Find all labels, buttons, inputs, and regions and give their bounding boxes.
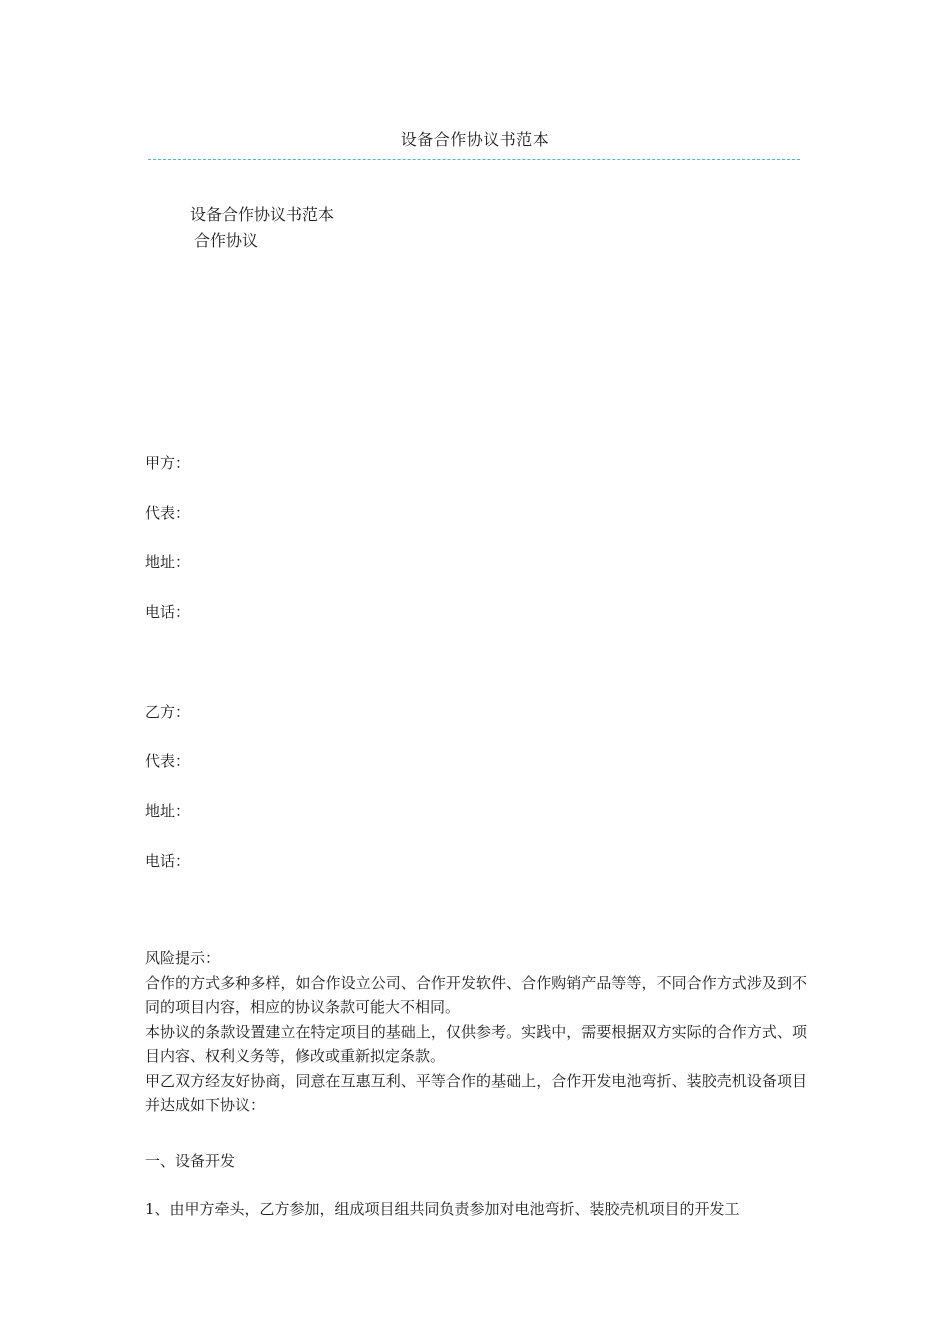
- party-b-address-label: 地址：: [145, 802, 191, 820]
- risk-paragraph-1: 合作的方式多种多样，如合作设立公司、合作开发软件、合作购销产品等等，不同合作方式涉及到不同的项目内容，相应的协议条款可能大不相同。: [145, 973, 807, 1016]
- party-a-rep-label: 代表：: [145, 504, 191, 522]
- party-b-rep-label: 代表：: [145, 752, 191, 770]
- party-a-phone-label: 电话：: [145, 603, 191, 621]
- document-subtitle: 合作协议: [194, 231, 259, 250]
- document-title: 设备合作协议书范本: [190, 205, 335, 224]
- section-heading-equipment-development: 一、设备开发: [145, 1152, 236, 1170]
- header-dashed-divider: [148, 159, 800, 160]
- party-b-name-label: 乙方：: [145, 703, 191, 721]
- party-b-phone-label: 电话：: [145, 852, 191, 870]
- agreement-preamble: 甲乙双方经友好协商，同意在互惠互利、平等合作的基础上，合作开发电池弯折、装胶壳机设备项目并达成如下协议：: [145, 1071, 807, 1114]
- risk-paragraph-2: 本协议的条款设置建立在特定项目的基础上，仅供参考。实践中，需要根据双方实际的合作方式、项目内容、权利义务等，修改或重新拟定条款。: [145, 1022, 807, 1065]
- page-header-title: 设备合作协议书范本: [400, 130, 550, 149]
- party-a-address-label: 地址：: [145, 553, 191, 571]
- party-a-name-label: 甲方：: [145, 454, 191, 472]
- risk-heading: 风险提示：: [145, 949, 221, 967]
- risk-notice-block: [145, 946, 807, 1118]
- clause-1: 1、由甲方牵头，乙方参加，组成项目组共同负责参加对电池弯折、装胶壳机项目的开发工: [145, 1200, 740, 1218]
